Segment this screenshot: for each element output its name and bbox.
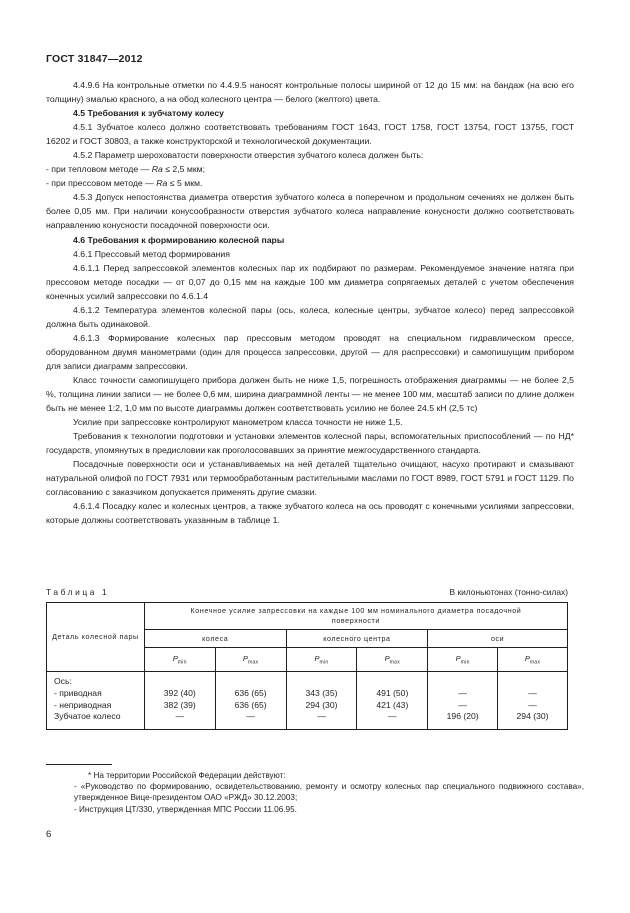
subheader-p-max: $P_{max}$ — [357, 648, 428, 672]
cell-wheel-max — [215, 672, 286, 730]
table-value: — — [317, 711, 326, 722]
paragraph: 4.4.9.6 На контрольные отметки по 4.4.9.5 наносят контрольные полосы шириной от 12 до 15 мм: на бандаж (на всю его толщину) эмалью красного, а на обод колесного центра — белого (желтого) цвета. — [46, 80, 574, 105]
paragraph: 4.6.1.1 Перед запрессовкой элементов колесных пар их подбирают по размерам. Рекомендуемое значение натяга при прессовом методе посадки — от 0,07 до 0,15 мм на каждые 100 мм диаметра сопрягаемых деталей с учетом обеспечения конечных усилий запрессовки по 4.6.1.4 — [46, 262, 574, 301]
footnote: - «Руководство по формированию, освидетельствованию, ремонту и осмотру колесных пар специального подвижного состава», утвержденное Вице-президентом ОАО «РЖД» 30.12.2003; — [74, 782, 584, 803]
paragraph: Требования к технологии подготовки и установки элементов колесной пары, вспомогательных приспособлений — по НД* государств, упомянутых в предисловии как проголосовавших за принятие межгосударственного стандарта. — [46, 431, 574, 456]
table-value: — — [175, 711, 185, 722]
subheader-p-min: $P_{min}$ — [144, 648, 215, 672]
table-value: — — [458, 687, 467, 698]
paragraph: Посадочные поверхности оси и устанавливаемых на ней деталей тщательно очищают, насухо протирают и смазывают натуральной олифой по ГОСТ 7931 или термообработанным растительными маслами по ГОСТ 8989, ГОСТ 5791 и ГОСТ 1129. По согласованию с заказчиком допускается применять другие смазки. — [46, 459, 574, 498]
paragraph: Усилие при запрессовке контролируют манометром класса точности не ниже 1,5. — [73, 417, 403, 428]
table-value: — — [528, 687, 537, 698]
table-value: — — [528, 699, 537, 710]
paragraph: 4.6.1 Прессовый метод формирования — [73, 248, 230, 259]
table-value: 636 (65) — [234, 687, 267, 698]
paragraph: Класс точности самопишущего прибора должен быть не ниже 1,5, погрешность отображения диаграммы — не более 2,5 %, толщина линии записи — не более 0,6 мм, ширина диаграммной ленты — не менее 100 мм, масштаб записи по длине должен быть не менее 1:2, 1,0 мм по высоте диаграммы должен соответствовать усилию не более 24.5 кН (2,5 тс) — [46, 374, 574, 414]
footnotes — [74, 770, 584, 815]
cell-axle-max — [498, 672, 568, 730]
table-value: 382 (39) — [163, 699, 196, 710]
cell-axle-min — [428, 672, 498, 730]
group-header-wheel-center: колесного центра — [286, 630, 428, 648]
subheader-p-max: $P_{max}$ — [498, 648, 568, 672]
subheader-p-min: $P_{min}$ — [286, 648, 357, 672]
paragraph: 4.5.3 Допуск непостоянства диаметра отверстия зубчатого колеса в поперечном и продольном сечениях не должен быть более 0,05 мм. При наличии конусообразности отверстия зубчатого колеса направление конусности должно соответствовать направлению конусности посадочной поверхности оси. — [46, 192, 574, 231]
section-heading: 4.5 Требования к зубчатому колесу — [73, 108, 225, 119]
row-label: Зубчатое колесо — [54, 711, 121, 722]
group-header-axle: оси — [428, 630, 568, 648]
table-value: 421 (43) — [376, 699, 409, 710]
table-caption: Таблица 1 — [46, 587, 110, 597]
table-value: 196 (20) — [446, 711, 479, 722]
section-heading: 4.6 Требования к формированию колесной пары — [73, 234, 285, 245]
cell-wheel-min — [144, 672, 215, 730]
body-text — [46, 78, 574, 528]
footnote: * На территории Российской Федерации действуют: — [88, 771, 286, 780]
subheader-p-max: $P_{max}$ — [215, 648, 286, 672]
table-value: 491 (50) — [376, 687, 409, 698]
cell-center-min — [286, 672, 357, 730]
column-header-force: Конечное усилие запрессовки на каждые 100 мм номинального диаметра посадочной поверхности — [144, 603, 567, 630]
row-label: Ось: — [54, 676, 72, 686]
paragraph: 4.6.1.4 Посадку колес и колесных центров, а также зубчатого колеса на ось проводят с конечными усилиями запрессовки, которые должны соответствовать указанным в таблице 1. — [46, 501, 574, 526]
table-value: — — [458, 699, 467, 710]
table-value: 294 (30) — [305, 699, 338, 710]
footnote-divider — [46, 764, 112, 765]
standard-header: ГОСТ 31847—2012 — [46, 53, 143, 65]
table-value: 392 (40) — [163, 687, 196, 698]
row-label: - приводная — [54, 687, 102, 698]
table-value: — — [388, 711, 397, 722]
footnote: - Инструкция ЦТ/330, утвержденная МПС России 11.06.95. — [74, 804, 297, 814]
table-units: В килоньютонах (тонно-силах) — [449, 587, 568, 597]
column-header-part: Деталь колесной пары — [47, 603, 145, 672]
force-table — [46, 602, 568, 730]
group-header-wheel: колеса — [144, 630, 286, 648]
page-number: 6 — [46, 829, 52, 840]
cell-part-labels — [47, 672, 145, 730]
table-value: — — [246, 711, 255, 722]
paragraph: 4.5.2 Параметр шероховатости поверхности отверстия зубчатого колеса должен быть: — [73, 150, 424, 161]
cell-center-max — [357, 672, 428, 730]
table-caption-row — [46, 587, 568, 597]
table-value: 294 (30) — [516, 711, 549, 722]
paragraph: 4.5.1 Зубчатое колесо должно соответствовать требованиям ГОСТ 1643, ГОСТ 1758, ГОСТ 13754, ГОСТ 13755, ГОСТ 16202 и ГОСТ 30803, а также конструкторской и технологической документации. — [46, 122, 574, 147]
list-item: - при прессовом методе — Ra ≤ 5 мкм. — [46, 178, 203, 189]
table-body-row — [47, 672, 568, 730]
row-label: - неприводная — [54, 699, 112, 710]
table-value: 636 (65) — [234, 699, 267, 710]
list-item: - при тепловом методе — Ra ≤ 2,5 мкм; — [46, 164, 206, 175]
paragraph: 4.6.1.3 Формирование колесных пар прессовым методом проводят на специальном гидравлическом прессе, оборудованном двумя манометрами (один для процесса запрессовки, другой — для распрессовки) и самопишущим прибором для записи диаграмм запрессовки. — [46, 332, 574, 371]
paragraph: 4.6.1.2 Температура элементов колесной пары (ось, колеса, колесные центры, зубчатое колесо) перед запрессовкой должна быть одинаковой. — [46, 304, 574, 329]
subheader-p-min: $P_{min}$ — [428, 648, 498, 672]
table-value: 343 (35) — [305, 687, 338, 698]
